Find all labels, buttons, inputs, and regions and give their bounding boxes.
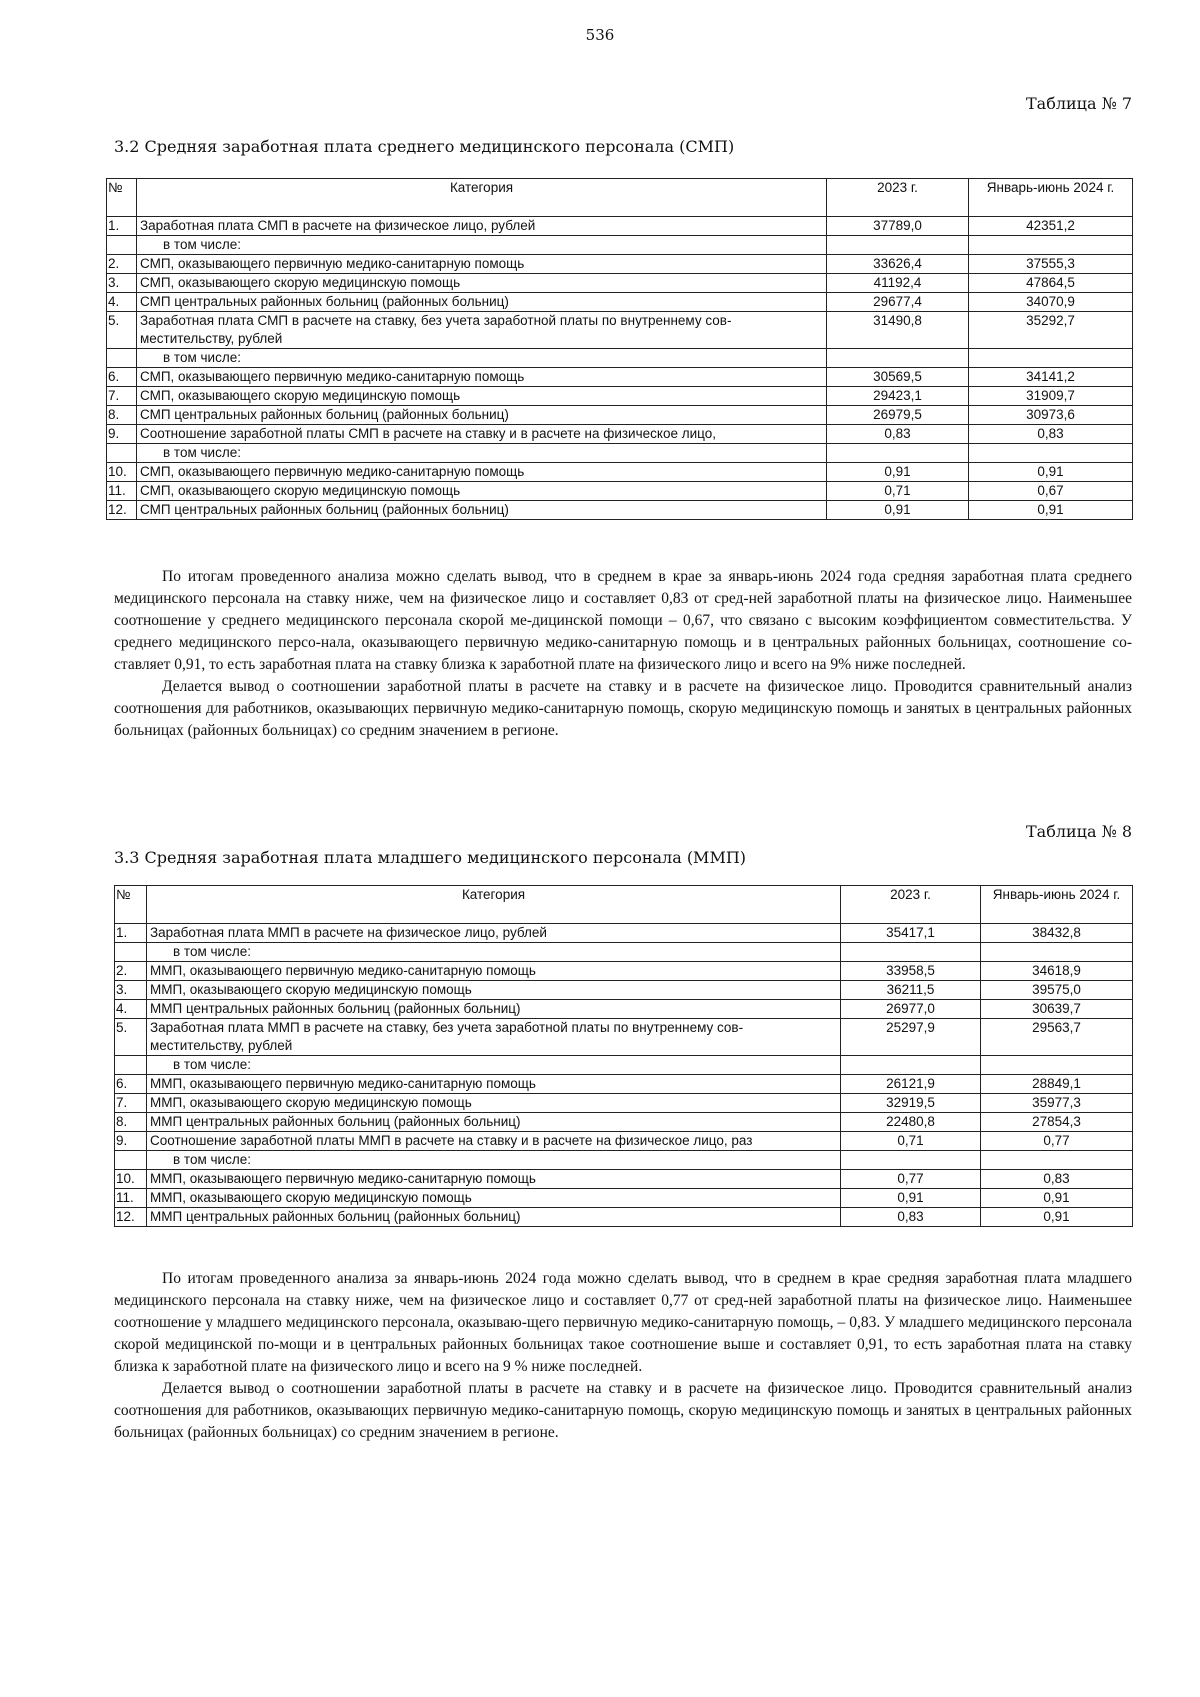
row-category: в том числе:	[137, 349, 827, 368]
row-value-2024	[981, 1151, 1133, 1170]
row-category: в том числе:	[137, 444, 827, 463]
row-category: СМП центральных районных больниц (районных больниц)	[137, 501, 827, 520]
row-category: СМП, оказывающего первичную медико-санитарную помощь	[137, 255, 827, 274]
row-value-2023	[841, 1151, 981, 1170]
row-number	[107, 349, 137, 368]
row-category: ММП, оказывающего первичную медико-санитарную помощь	[147, 1170, 841, 1189]
table-row	[115, 1113, 1133, 1132]
table-row	[115, 1151, 1133, 1170]
row-value-2023	[841, 943, 981, 962]
row-number: 9.	[115, 1132, 147, 1151]
table-row	[107, 444, 1133, 463]
row-number: 8.	[115, 1113, 147, 1132]
table-7-title: 3.2 Средняя заработная плата среднего медицинского персонала (СМП)	[114, 137, 735, 156]
row-number: 10.	[115, 1170, 147, 1189]
row-value-2024: 29563,7	[981, 1019, 1133, 1056]
row-category: ММП, оказывающего первичную медико-санитарную помощь	[147, 1075, 841, 1094]
row-category: ММП центральных районных больниц (районных больниц)	[147, 1113, 841, 1132]
row-number	[107, 236, 137, 255]
table-row	[107, 463, 1133, 482]
table-8-caption: Таблица № 8	[1026, 822, 1132, 841]
table-row	[107, 482, 1133, 501]
row-category: ММП центральных районных больниц (районных больниц)	[147, 1000, 841, 1019]
table-row	[107, 312, 1133, 349]
row-category: Заработная плата СМП в расчете на ставку, без учета заработной платы по внутреннему сов-местительству, рублей	[137, 312, 827, 349]
row-category: ММП центральных районных больниц (районных больниц)	[147, 1208, 841, 1227]
page-number: 536	[585, 26, 615, 44]
row-value-2024: 42351,2	[969, 217, 1133, 236]
row-category: СМП, оказывающего скорую медицинскую помощь	[137, 482, 827, 501]
row-value-2023: 0,83	[841, 1208, 981, 1227]
row-value-2023: 0,91	[827, 501, 969, 520]
table-7-caption: Таблица № 7	[1026, 94, 1132, 113]
row-number: 6.	[107, 368, 137, 387]
row-number: 3.	[115, 981, 147, 1000]
row-number: 5.	[115, 1019, 147, 1056]
row-number: 9.	[107, 425, 137, 444]
row-value-2024: 0,91	[981, 1208, 1133, 1227]
row-category: ММП, оказывающего первичную медико-санитарную помощь	[147, 962, 841, 981]
row-category: СМП, оказывающего скорую медицинскую помощь	[137, 274, 827, 293]
row-number: 3.	[107, 274, 137, 293]
row-value-2023: 25297,9	[841, 1019, 981, 1056]
header-2023: 2023 г.	[841, 886, 981, 924]
row-category: СМП, оказывающего первичную медико-санитарную помощь	[137, 368, 827, 387]
table-row	[107, 406, 1133, 425]
row-value-2024: 0,91	[969, 501, 1133, 520]
row-value-2024: 34141,2	[969, 368, 1133, 387]
row-number: 7.	[107, 387, 137, 406]
row-value-2024	[981, 1056, 1133, 1075]
row-category: ММП, оказывающего скорую медицинскую помощь	[147, 981, 841, 1000]
row-value-2023: 0,77	[841, 1170, 981, 1189]
row-number: 1.	[115, 924, 147, 943]
row-value-2024: 37555,3	[969, 255, 1133, 274]
row-number	[115, 943, 147, 962]
row-category: СМП, оказывающего первичную медико-санитарную помощь	[137, 463, 827, 482]
row-value-2023: 0,91	[841, 1189, 981, 1208]
header-2024: Январь-июнь 2024 г.	[981, 886, 1133, 924]
row-value-2023: 22480,8	[841, 1113, 981, 1132]
row-value-2023: 0,71	[827, 482, 969, 501]
row-number: 5.	[107, 312, 137, 349]
table-row	[115, 924, 1133, 943]
row-number	[107, 444, 137, 463]
row-value-2024	[969, 444, 1133, 463]
row-value-2024: 34618,9	[981, 962, 1133, 981]
paragraph: По итогам проведенного анализа можно сделать вывод, что в среднем в крае за январь-июнь 2024 года средняя заработная плата среднего медицинского персонала на ставку ниже, чем на физическое лицо и составляет 0,83 от сред-ней заработной платы на физическое лицо. Наименьшее соотношение у среднего медицинского персонала скорой ме-дицинской помощи – 0,67, что связано с высоким коэффициентом совместительства. У среднего медицинского персо-нала, оказывающего первичную медико-санитарную помощь и в центральных районных больницах, соотношение со-ставляет 0,91, то есть заработная плата на ставку близка к заработной плате на физического лицо и всего на 9% ниже последней.	[114, 568, 1132, 673]
row-category: Заработная плата ММП в расчете на ставку, без учета заработной платы по внутреннему сов-местительству, рублей	[147, 1019, 841, 1056]
row-value-2024: 0,67	[969, 482, 1133, 501]
table-row	[115, 1094, 1133, 1113]
row-value-2024: 30639,7	[981, 1000, 1133, 1019]
row-value-2023: 0,91	[827, 463, 969, 482]
table-row	[107, 349, 1133, 368]
row-value-2024	[969, 349, 1133, 368]
table-row	[115, 981, 1133, 1000]
row-category: в том числе:	[137, 236, 827, 255]
row-number: 8.	[107, 406, 137, 425]
table-row	[115, 1170, 1133, 1189]
analysis-text-mmp	[114, 1268, 1132, 1444]
row-value-2023	[841, 1056, 981, 1075]
row-value-2023: 32919,5	[841, 1094, 981, 1113]
row-number: 11.	[115, 1189, 147, 1208]
row-category: в том числе:	[147, 1056, 841, 1075]
table-row	[107, 425, 1133, 444]
row-category: СМП центральных районных больниц (районных больниц)	[137, 293, 827, 312]
paragraph: Делается вывод о соотношении заработной платы в расчете на ставку и в расчете на физическое лицо. Проводится сравнительный анализ соотношения для работников, оказывающих первичную медико-санитарную помощь, скорую медицинскую помощь и занятых в центральных районных больницах (районных больницах) со средним значением в регионе.	[114, 678, 1132, 739]
row-number: 1.	[107, 217, 137, 236]
header-number: №	[115, 886, 147, 924]
row-value-2024	[981, 943, 1133, 962]
row-number: 4.	[115, 1000, 147, 1019]
table-row	[107, 293, 1133, 312]
row-number	[115, 1056, 147, 1075]
row-number: 6.	[115, 1075, 147, 1094]
table-header-row	[115, 886, 1133, 924]
row-number: 12.	[107, 501, 137, 520]
table-row	[115, 962, 1133, 981]
row-number: 7.	[115, 1094, 147, 1113]
row-category: ММП, оказывающего скорую медицинскую помощь	[147, 1094, 841, 1113]
row-category: СМП, оказывающего скорую медицинскую помощь	[137, 387, 827, 406]
row-value-2023: 35417,1	[841, 924, 981, 943]
table-row	[107, 501, 1133, 520]
row-number: 2.	[115, 962, 147, 981]
row-value-2024: 27854,3	[981, 1113, 1133, 1132]
row-value-2023: 31490,8	[827, 312, 969, 349]
row-value-2024: 0,77	[981, 1132, 1133, 1151]
row-value-2023: 41192,4	[827, 274, 969, 293]
table-row	[107, 387, 1133, 406]
header-category: Категория	[147, 886, 841, 924]
row-value-2023: 37789,0	[827, 217, 969, 236]
row-value-2024: 28849,1	[981, 1075, 1133, 1094]
paragraph: По итогам проведенного анализа за январь-июнь 2024 года можно сделать вывод, что в среднем в крае средняя заработная плата младшего медицинского персонала на ставку ниже, чем на физическое лицо и составляет 0,77 от сред-ней заработной платы на физическое лицо. Наименьшее соотношение у младшего медицинского персонала, оказываю-щего первичную медико-санитарную помощь, – 0,83. У младшего медицинского персонала скорой медицинской по-мощи и в центральных районных больницах такое соотношение выше и составляет 0,91, то есть заработная плата на ставку близка к заработной плате на физического лицо и всего на 9 % ниже последней.	[114, 1270, 1132, 1375]
row-number: 10.	[107, 463, 137, 482]
row-value-2024: 0,91	[981, 1189, 1133, 1208]
row-value-2023: 29423,1	[827, 387, 969, 406]
table-header-row	[107, 179, 1133, 217]
table-row	[115, 943, 1133, 962]
row-category: в том числе:	[147, 1151, 841, 1170]
row-category: Заработная плата СМП в расчете на физическое лицо, рублей	[137, 217, 827, 236]
table-row	[115, 1208, 1133, 1227]
row-category: Соотношение заработной платы ММП в расчете на ставку и в расчете на физическое лицо, раз	[147, 1132, 841, 1151]
row-value-2024: 30973,6	[969, 406, 1133, 425]
row-value-2023: 33626,4	[827, 255, 969, 274]
row-category: СМП центральных районных больниц (районных больниц)	[137, 406, 827, 425]
table-row	[107, 255, 1133, 274]
table-row	[107, 236, 1133, 255]
row-number	[115, 1151, 147, 1170]
row-category: Соотношение заработной платы СМП в расчете на ставку и в расчете на физическое лицо,	[137, 425, 827, 444]
row-value-2024: 0,83	[981, 1170, 1133, 1189]
table-8	[114, 885, 1133, 1227]
analysis-text-smp	[114, 566, 1132, 742]
header-2023: 2023 г.	[827, 179, 969, 217]
row-value-2023: 29677,4	[827, 293, 969, 312]
row-number: 2.	[107, 255, 137, 274]
row-category: ММП, оказывающего скорую медицинскую помощь	[147, 1189, 841, 1208]
row-value-2023	[827, 236, 969, 255]
row-value-2023: 26977,0	[841, 1000, 981, 1019]
table-row	[107, 368, 1133, 387]
row-value-2023	[827, 444, 969, 463]
row-value-2024: 0,91	[969, 463, 1133, 482]
row-value-2023: 0,71	[841, 1132, 981, 1151]
table-7	[106, 178, 1133, 520]
row-value-2024: 39575,0	[981, 981, 1133, 1000]
row-value-2024: 31909,7	[969, 387, 1133, 406]
header-number: №	[107, 179, 137, 217]
row-number: 12.	[115, 1208, 147, 1227]
row-value-2024: 35292,7	[969, 312, 1133, 349]
row-value-2024: 47864,5	[969, 274, 1133, 293]
row-category: в том числе:	[147, 943, 841, 962]
row-value-2023: 0,83	[827, 425, 969, 444]
header-category: Категория	[137, 179, 827, 217]
row-value-2024: 38432,8	[981, 924, 1133, 943]
table-row	[115, 1189, 1133, 1208]
table-row	[107, 217, 1133, 236]
row-number: 4.	[107, 293, 137, 312]
table-row	[115, 1132, 1133, 1151]
row-value-2023: 26979,5	[827, 406, 969, 425]
row-value-2024: 35977,3	[981, 1094, 1133, 1113]
table-row	[115, 1000, 1133, 1019]
table-row	[115, 1075, 1133, 1094]
row-value-2024: 0,83	[969, 425, 1133, 444]
row-category: Заработная плата ММП в расчете на физическое лицо, рублей	[147, 924, 841, 943]
row-value-2023: 30569,5	[827, 368, 969, 387]
header-2024: Январь-июнь 2024 г.	[969, 179, 1133, 217]
table-row	[107, 274, 1133, 293]
row-value-2023: 33958,5	[841, 962, 981, 981]
row-value-2023: 36211,5	[841, 981, 981, 1000]
table-row	[115, 1056, 1133, 1075]
row-value-2023: 26121,9	[841, 1075, 981, 1094]
row-value-2023	[827, 349, 969, 368]
row-value-2024: 34070,9	[969, 293, 1133, 312]
paragraph: Делается вывод о соотношении заработной платы в расчете на ставку и в расчете на физическое лицо. Проводится сравнительный анализ соотношения для работников, оказывающих первичную медико-санитарную помощь, скорую медицинскую помощь и занятых в центральных районных больницах (районных больницах) со средним значением в регионе.	[114, 1380, 1132, 1441]
table-8-title: 3.3 Средняя заработная плата младшего медицинского персонала (ММП)	[114, 848, 747, 867]
row-number: 11.	[107, 482, 137, 501]
table-row	[115, 1019, 1133, 1056]
row-value-2024	[969, 236, 1133, 255]
